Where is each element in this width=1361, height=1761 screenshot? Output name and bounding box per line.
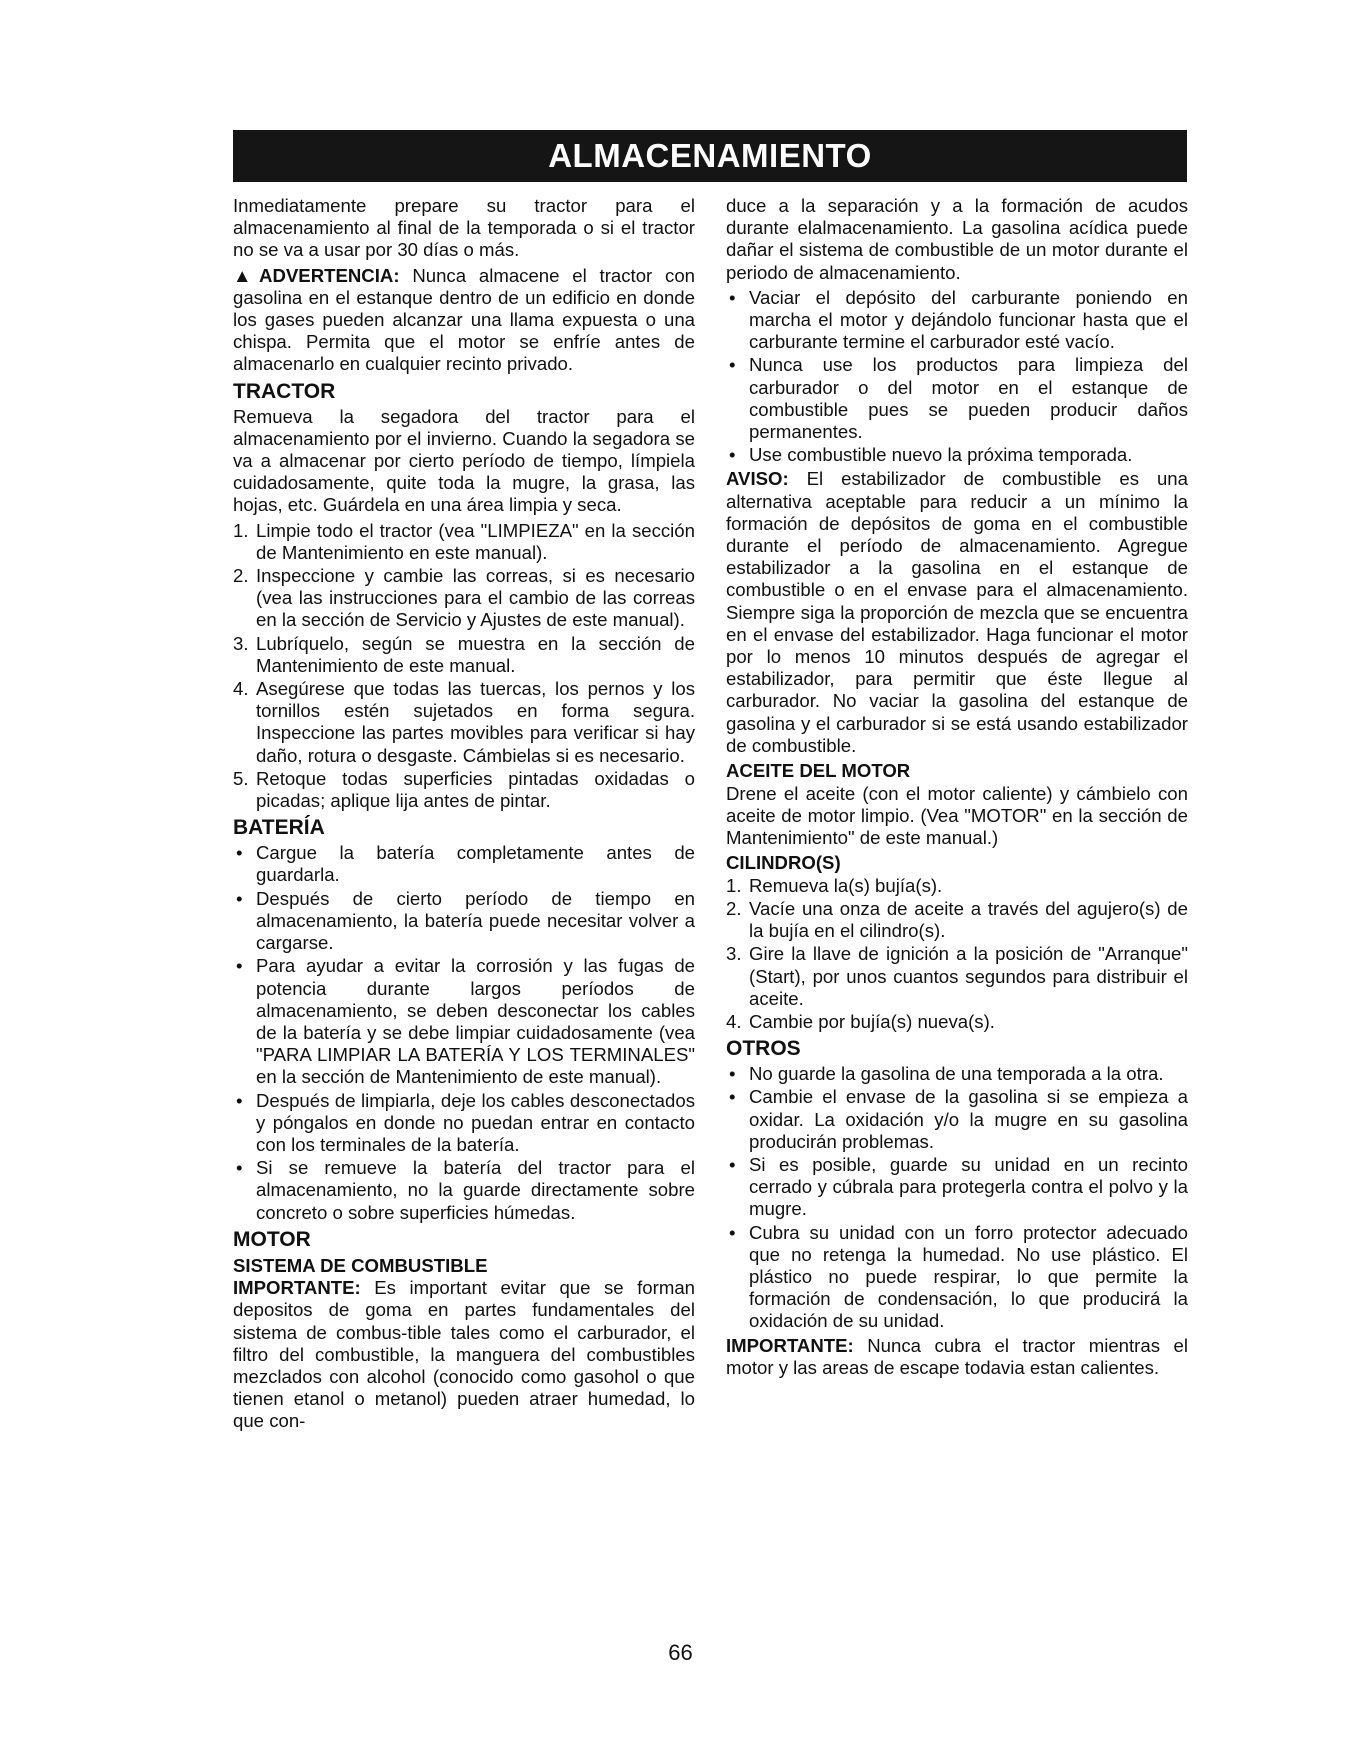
bullet-text: Vaciar el depósito del carburante poniendo en marcha el motor y dejándolo funcionar hasta que el carburante termine el carburador esté vacío. [749,286,1188,353]
list-item [233,842,695,886]
list-item [726,898,1188,942]
step-text: Asegúrese que todas las tuercas, los pernos y los tornillos estén sujetados en forma segura. Inspeccione las partes movibles para verificar si hay daño, rotura o desgaste. Cámbielas si es necesario. [256,678,695,766]
aceite-heading: ACEITE DEL MOTOR [726,760,911,782]
bullet-icon: • [236,1089,243,1111]
step-number: 1. [233,519,249,541]
step-text: Remueva la(s) bujía(s). [749,874,943,896]
sistema-combustible-subheading: SISTEMA DE COMBUSTIBLE [233,1254,488,1276]
bullet-text: Para ayudar a evitar la corrosión y las fugas de potencia durante largos períodos de almacenamiento, se deben desconectar los cables de la batería y se debe limpiar cuidadosamente (vea "PARA LIMPIAR LA BATERÍA Y LOS TERMINALES" en la sección de Mantenimiento de este manual). [256,955,695,1088]
bullet-icon: • [236,955,243,977]
continuation-paragraph: duce a la separación y a la formación de acudos durante elalmacenamiento. La gasolina acídica puede dañar el sistema de combustible de un motor durante el periodo de almacenamiento. [726,195,1188,283]
list-item [726,354,1188,443]
importante-text: Es important evitar que se forman depositos de goma en partes fundamentales del sistema de combus-tible tales como el carburador, el filtro del combustible, la manguera del combustibles mezclados con alcohol (conocido como gasohol o que tienen etanol o metanol) pueden atraer humedad, lo que con- [233,1277,695,1432]
intro-paragraph: Inmediatamente prepare su tractor para el almacenamiento al final de la temporada o si el tractor no se va a usar por 30 días o más. [233,195,695,261]
left-column [233,195,695,1436]
importante-label: IMPORTANTE: [726,1334,854,1356]
warning-triangle-icon: ▲ [233,264,260,286]
bullet-text: Después de limpiarla, deje los cables desconectados y póngalos en donde no puedan entrar en contacto con los terminales de la batería. [256,1089,695,1155]
list-item [233,565,695,632]
otros-importante-paragraph [726,1335,1188,1379]
bullet-icon: • [729,286,736,308]
list-item [726,943,1188,1010]
list-item [233,1157,695,1224]
otros-heading: OTROS [726,1037,801,1061]
otros-list [726,1063,1188,1332]
bullet-text: Use combustible nuevo la próxima temporada. [749,444,1133,466]
list-item [233,678,695,767]
cilindros-steps [726,875,1188,1033]
bullet-icon: • [236,842,243,864]
step-number: 3. [726,943,742,965]
importante-text: Nunca cubra el tractor mientras el motor y las areas de escape todavia estan calientes. [726,1334,1188,1378]
list-item [726,1086,1188,1153]
step-text: Limpie todo el tractor (vea "LIMPIEZA" en la sección de Mantenimiento en este manual). [256,519,695,563]
bullet-text: Nunca use los productos para limpieza del carburador o del motor en el estanque de combustible pues se pueden producir daños permanentes. [749,354,1188,443]
step-text: Lubríquelo, según se muestra en la sección de Mantenimiento de este manual. [256,632,695,676]
bullet-icon: • [729,1086,736,1108]
list-item [233,768,695,812]
list-item [726,1011,1188,1033]
bullet-icon: • [729,444,736,466]
list-item [726,1222,1188,1333]
tractor-intro: Remueva la segadora del tractor para el almacenamiento por el invierno. Cuando la segadora se va a almacenar por cierto período de tiempo, límpiela cuidadosamente, quite toda la mugre, la grasa, las hojas, etc. Guárdela en una área limpia y seca. [233,405,695,516]
step-number: 1. [726,874,742,896]
step-number: 3. [233,632,249,654]
importante-paragraph [233,1277,695,1432]
list-item [233,633,695,677]
step-text: Inspeccione y cambie las correas, si es necesario (vea las instrucciones para el cambio de las correas en la sección de Servicio y Ajustes de este manual). [256,565,695,631]
bullet-text: Cargue la batería completamente antes de guardarla. [256,842,695,886]
bullet-icon: • [729,1153,736,1175]
aceite-paragraph: Drene el aceite (con el motor caliente) y cámbielo con aceite de motor limpio. (Vea "MOTOR" en la sección de Mantenimiento" de este manual.) [726,782,1188,848]
importante-label: IMPORTANTE: [233,1277,361,1299]
bateria-list [233,842,695,1223]
fuel-list [726,287,1188,467]
warning-paragraph [233,265,695,376]
bullet-icon: • [236,887,243,909]
tractor-steps [233,520,695,813]
bullet-icon: • [729,1063,736,1085]
step-number: 4. [726,1010,742,1032]
warning-label: ADVERTENCIA: [259,264,400,286]
bullet-text: Cambie el envase de la gasolina si se empieza a oxidar. La oxidación y/o la mugre en su gasolina producirán problemas. [749,1086,1188,1152]
right-column [726,195,1188,1382]
list-item [233,520,695,564]
step-number: 5. [233,767,249,789]
step-number: 2. [233,565,249,587]
bateria-heading: BATERÍA [233,816,325,840]
bullet-text: Si es posible, guarde su unidad en un recinto cerrado y cúbrala para protegerla contra el polvo y la mugre. [749,1153,1188,1220]
list-item [726,875,1188,897]
list-item [726,1154,1188,1221]
page-number: 66 [668,1640,693,1665]
step-number: 4. [233,678,249,700]
bullet-text: Después de cierto período de tiempo en almacenamiento, la batería puede necesitar volver a cargarse. [256,887,695,954]
aviso-label: AVISO: [726,468,789,490]
bullet-icon: • [729,354,736,376]
tractor-heading: TRACTOR [233,379,336,403]
list-item [233,1090,695,1157]
step-text: Vacíe una onza de aceite a través del agujero(s) de la bujía en el cilindro(s). [749,897,1188,942]
step-text: Cambie por bujía(s) nueva(s). [749,1010,995,1032]
list-item [726,1063,1188,1085]
bullet-text: Si se remueve la batería del tractor para el almacenamiento, no la guarde directamente sobre concreto o sobre superficies húmedas. [256,1157,695,1223]
step-text: Gire la llave de ignición a la posición de "Arranque" (Start), por unos cuantos segundos para distribuir el aceite. [749,943,1188,1009]
list-item [726,444,1188,466]
aviso-paragraph [726,468,1188,757]
motor-heading: MOTOR [233,1227,311,1251]
cilindros-heading: CILINDRO(S) [726,852,841,874]
list-item [233,955,695,1088]
bullet-icon: • [729,1221,736,1243]
page-banner-title: ALMACENAMIENTO [233,130,1187,182]
list-item [726,287,1188,354]
bullet-text: Cubra su unidad con un forro protector adecuado que no retenga la humedad. No use plástico. El plástico no puede respirar, lo que permite la formación de condensación, lo que producirá la oxidación de su unidad. [749,1221,1188,1332]
step-number: 2. [726,897,742,919]
step-text: Retoque todas superficies pintadas oxidadas o picadas; aplique lija antes de pintar. [256,767,695,812]
bullet-text: No guarde la gasolina de una temporada a la otra. [749,1063,1164,1085]
warning-text: Nunca almacene el tractor con gasolina en el estanque dentro de un edificio en donde los gases pueden alcanzar una llama expuesta o una chispa. Permita que el motor se enfríe antes de almacenarlo en cualquier recinto privado. [233,264,695,375]
bullet-icon: • [236,1157,243,1179]
aviso-text: El estabilizador de combustible es una alternativa aceptable para reducir a un mínimo la formación de depósitos de goma en el combustible durante el período de almacenamiento. Agregue estabilizador a la gasolina en el estanque de combustible o en el envase para el almacenamiento. Siempre siga la proporción de mezcla que se encuentra en el envase del estabilizador. Haga funcionar el motor por lo menos 10 minutos después de agregar el estabilizador, para permitir que éste llegue al carburador. No vaciar la gasolina del estanque de gasolina y el carburador si se está usando estabilizador de combustible. [726,468,1188,756]
list-item [233,888,695,955]
